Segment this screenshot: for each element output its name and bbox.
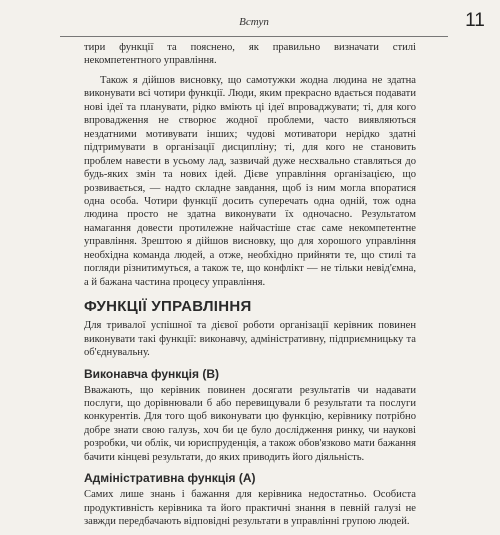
subheading-executive-function: Виконавча функція (В) xyxy=(84,366,220,381)
paragraph-administrative-function: Самих лише знань і бажання для керівника недостатньо. Особиста продуктивність керівника та його практичні знання в певній галузі не завжди передбачають відповідні результати в управлінні групою людей. xyxy=(84,489,416,528)
paragraph-continuation: тири функції та пояснено, як правильно визначати стилі некомпетентного управління. xyxy=(84,42,416,67)
subheading-administrative-function: Адміністративна функція (А) xyxy=(84,471,256,486)
paragraph-conclusion: Також я дійшов висновку, що самотужки жодна людина не здатна виконувати всі чотири функції. Люди, яким прекрасно вдається подавати нові ідеї та планувати, рідко вміють ці ідеї впроваджувати; ті, для кого впровадження не створює жодної проблеми, часто виявляються нездатними мотивувати інших; чудові мотиватори нерідко здатні підтримувати в організації дисципліну; ті, для кого не становить проблем навести в усьому лад, зазвичай дуже несхвально ставляться до будь-яких змін та нових ідей. Дієве управління організацією, що розвивається, — надто складне завдання, щоб із ним могла впоратися одна особа. Чотири функції досить суперечать одна одній, тож одна людина просто не здатна виконувати їх одночасно. Результатом намагання довести протилежне найчастіше стає саме некомпетентне управління. Зрештою я дійшов висновку, що для хорошого управління необхідна команда людей, а отже, необхідно прийняти те, що стилі та погляди різнитимуться, а також те, що конфлікт — не тільки невід'ємна, а й бажана частина процесу управління. xyxy=(84,74,416,288)
paragraph-executive-function: Вважають, що керівник повинен досягати результатів чи надавати послуги, що дорівнювали б або перевищували б результати та послуги конкурентів. Для того щоб виконувати цю функцію, керівнику потрібно добре знати свою галузь, хоч би це було дослідження ринку, чи наукові розробки, чи облік, чи юриспруденція, а також обов'язково мати бажання бачити кінцеві результати, до яких приводить його діяльність. xyxy=(84,384,416,463)
page-body xyxy=(84,41,416,535)
paragraph-functions-intro: Для тривалої успішної та дієвої роботи організації керівник повинен виконувати такі функції: виконавчу, адміністративну, підприємницьку та об'єднувальну. xyxy=(84,320,416,359)
section-heading: ФУНКЦІЇ УПРАВЛІННЯ xyxy=(84,298,252,316)
page-number: 11 xyxy=(465,10,485,31)
chapter-title: Вступ xyxy=(239,16,269,28)
running-header xyxy=(60,10,485,37)
